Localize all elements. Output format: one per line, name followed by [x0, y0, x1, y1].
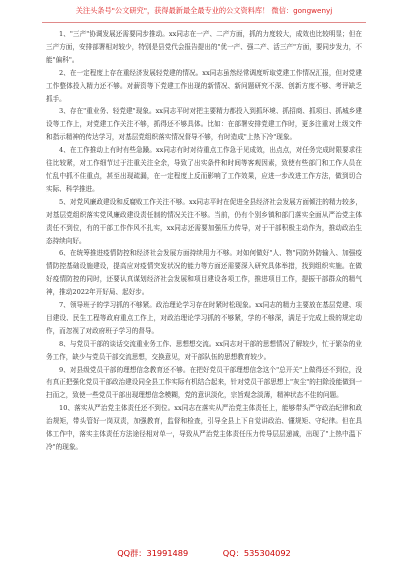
header-divider	[42, 22, 366, 23]
paragraph-5: 5、对党风廉政建设和反腐败工作关注不够。xx同志平时在促进全县经济社会发展方面倾注的精力较多，对基层党组织落实党风廉政建设责任制的情况关注不够。当前，仍有个别乡镇和部门落实全面从严治党主体责任不到位，有的干部工作作风不扎实，xx同志还需要加强压力传导，对于干部积极主动作为，推动政治生态持续向好。	[46, 197, 362, 245]
paragraph-1: 1、"三产"协调发展还需要同步推动。xx同志在一产、二产方面，抓的力度较大，成效也比较明显；但在三产方面，安排部署相对较少，特别是县党代会报告提出的"优一产、强二产、活三产"方面，要同步发力，不能"偏科"。	[46, 30, 362, 64]
paragraph-4: 4、在工作推动上有时有些急躁。xx同志有时对待重点工作急于见成效，出点点，对任务完成时限要求往往比较紧，对工作细节过于注重关注全余，导致了出实条件和时间等客观因素，致使有些部门和工作人员在忙乱中抓不住重点，甚至出现疏漏，在一定程度上反而影响了工作效果，应进一步改进工作方法，做到切合实际、科学推进。	[46, 146, 362, 193]
document-body	[46, 28, 362, 454]
paragraph-9: 9、对县级党员干部的理想信念教育还不够。在把好党员干部理想信念这个"总开关"上做得还不到位，没有真正把强化党员干部政治建设同全县工作实际有机结合起来，针对党员干部思想上"灰尘"的扫除没能做到一扫而之，致使一些党员干部出现理想信念模糊，党的意识淡化，宗旨观念淡薄，精神状态不佳的问题。	[46, 365, 362, 400]
paragraph-3: 3、存在"重业务、轻党建"现象。xx同志平时对把主要精力都投入到抓环境、抓招商、抓项目、抓城乡建设等工作上，对党建工作关注不够，抓得还不够具体。比如：在部署安排党建工作时，更多注重对上级文件和指示精神的传达学习，对基层党组织落实情况督导不够，有时造成"上热下冷"现象。	[46, 107, 362, 142]
paragraph-6: 6、在统筹推进疫情防控和经济社会发展方面持续用力不够。对如何做好"人、物"同防外防输入、加强疫情防控基础设施建设，提高应对疫情突发状况的能力等方面还需要深入研究具体举措，找到组织实施。在做好疫情防控的同时，还要认真谋划经济社会发展和项目建设各项工作，推进项目工作，提振干部群众的精气神，推动2022年开好局、起好步。	[46, 249, 362, 297]
paragraph-10: 10、落实从严治党主体责任还不到位。xx同志在落实从严治党主体责任上，能够带头严守政治纪律和政治规矩，带头管好一岗双责，加强教育，监督和检查，引导全县上下自觉讲政治、懂规矩、守纪律。但在具体工作中，落实主体责任方法途径相对单一，导致从严治党主体责任压力传导层层递减，出现了"上热中温下冷"的现象。	[46, 404, 362, 451]
page-header: 关注头条号"公文研究"，获得最新最全最专业的公文资料库！ 微信：gongwenyj	[75, 6, 333, 15]
footer-qq-group: QQ群：31991489	[117, 548, 189, 558]
paragraph-8: 8、与党员干部的谈话交流重业务工作、思想想交流。xx同志对干部的思想情况了解较少，忙于繁杂的业务工作，缺少与党员干部交流思想，交换意见，对干部队伍的思想教育较少。	[46, 339, 362, 361]
paragraph-2: 2、在一定程度上存在重经济发展轻党建的情况。xx同志虽然经常调度听取党建工作情况汇报，但对党建工作整体投入精力还不够。对薪资等下党建工作出现的新情况、新问题研究不深、创新方度不够、考评缺乏抓手。	[46, 68, 362, 103]
paragraph-7: 7、领导班子的学习抓的不够紧。政治理论学习存在时紧时松现象。xx同志的精力主要放在基层党建、项目建设、民生工程等政府重点工作上，对政治理论学习抓的不够紧，学的不够深，满足于完成上级的规定动作，而忽视了对政府班子学习的督导。	[46, 301, 362, 335]
footer-qq-number: QQ：535304092	[222, 548, 291, 558]
page-footer	[0, 548, 408, 559]
